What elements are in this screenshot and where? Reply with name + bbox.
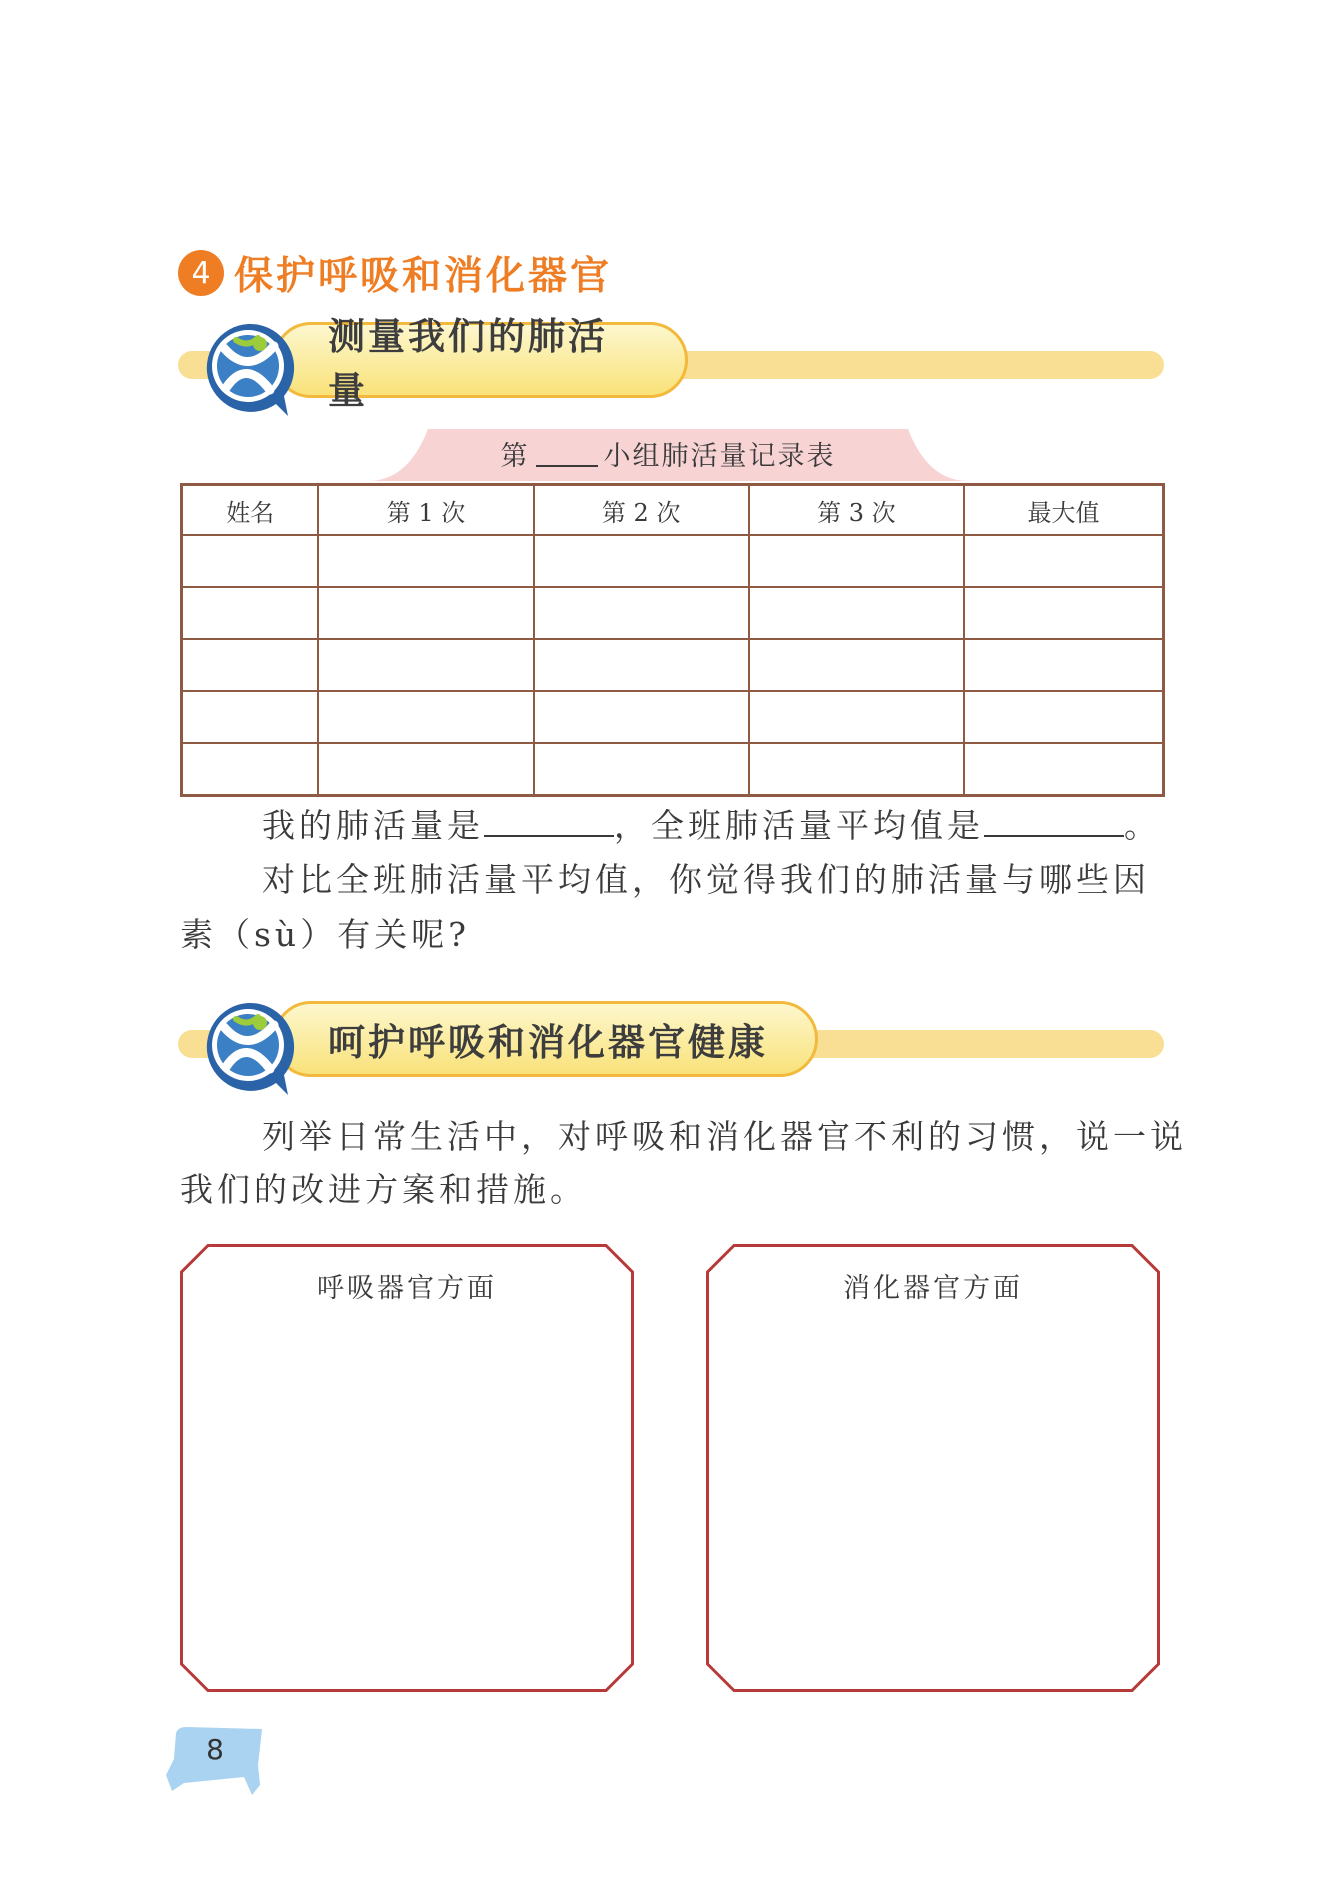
table-cell[interactable]	[964, 587, 1164, 639]
table-cell[interactable]	[534, 743, 749, 796]
question-line-2: 素（sù）有关呢?	[180, 915, 470, 954]
banner-pill	[273, 314, 688, 412]
table-cell[interactable]	[182, 535, 319, 587]
sentence-end: 。	[1124, 806, 1161, 845]
header-max-value: 最大值	[964, 485, 1164, 536]
box-frame	[180, 1244, 634, 1692]
page-number: 8	[206, 1733, 224, 1766]
class-average-label: 全班肺活量平均值是	[651, 806, 984, 845]
table-cell[interactable]	[749, 535, 964, 587]
table-cell[interactable]	[749, 639, 964, 691]
my-capacity-label: 我的肺活量是	[262, 806, 484, 845]
header-trial-3: 第 3 次	[749, 485, 964, 536]
box-frame	[706, 1244, 1160, 1692]
table-cell[interactable]	[318, 691, 533, 743]
table-cell[interactable]	[534, 535, 749, 587]
lung-capacity-fill-line	[262, 797, 1161, 855]
question-line-1: 对比全班肺活量平均值，你觉得我们的肺活量与哪些因	[262, 860, 1150, 899]
table-cell[interactable]	[182, 587, 319, 639]
table-cell[interactable]	[749, 743, 964, 796]
my-capacity-blank[interactable]	[484, 801, 614, 837]
table-cell[interactable]	[534, 639, 749, 691]
table-cell[interactable]	[182, 691, 319, 743]
table-row	[182, 587, 1164, 639]
lesson-title	[178, 245, 612, 301]
table-body	[182, 535, 1164, 796]
table-cell[interactable]	[318, 535, 533, 587]
table-cell[interactable]	[182, 639, 319, 691]
instruction-line-1: 列举日常生活中，对呼吸和消化器官不利的习惯，说一说	[262, 1117, 1187, 1156]
table-cell[interactable]	[318, 587, 533, 639]
table-cell[interactable]	[534, 587, 749, 639]
table-cell[interactable]	[749, 691, 964, 743]
lesson-title-text: 保护呼吸和消化器官	[234, 253, 613, 299]
section-heading: 测量我们的肺活量	[328, 314, 608, 412]
header-trial-2: 第 2 次	[534, 485, 749, 536]
table-cell[interactable]	[964, 691, 1164, 743]
instruction-line-2: 我们的改进方案和措施。	[180, 1170, 587, 1209]
digestive-answer-box[interactable]	[706, 1244, 1160, 1692]
header-trial-1: 第 1 次	[318, 485, 533, 536]
table-cell[interactable]	[964, 743, 1164, 796]
group-number-blank[interactable]	[536, 439, 598, 467]
section-banner-organ-health	[178, 997, 1164, 1089]
table-title-prefix: 第	[500, 440, 530, 472]
lung-capacity-record-table	[180, 483, 1165, 797]
class-average-blank[interactable]	[984, 801, 1124, 837]
table-title-suffix: 小组肺活量记录表	[603, 440, 836, 472]
section-heading: 呵护呼吸和消化器官健康	[328, 1020, 768, 1064]
table-cell[interactable]	[964, 535, 1164, 587]
banner-pill	[273, 1001, 818, 1077]
table-row	[182, 639, 1164, 691]
table-header-row	[182, 485, 1164, 536]
comma: ，	[614, 806, 651, 845]
activity-logo-icon	[196, 318, 300, 418]
table-row	[182, 535, 1164, 587]
respiratory-box-label: 呼吸器官方面	[317, 1273, 497, 1304]
table-cell[interactable]	[318, 743, 533, 796]
lesson-number-badge: 4	[178, 250, 224, 296]
table-row	[182, 743, 1164, 796]
table-cell[interactable]	[964, 639, 1164, 691]
respiratory-answer-box[interactable]	[180, 1244, 634, 1692]
table-row	[182, 691, 1164, 743]
table-title	[368, 430, 968, 476]
table-cell[interactable]	[534, 691, 749, 743]
table-cell[interactable]	[749, 587, 964, 639]
digestive-box-label: 消化器官方面	[843, 1273, 1023, 1304]
section-banner-lung-capacity	[178, 314, 1164, 412]
table-cell[interactable]	[318, 639, 533, 691]
table-cell[interactable]	[182, 743, 319, 796]
header-name: 姓名	[182, 485, 319, 536]
activity-logo-icon	[196, 997, 300, 1097]
